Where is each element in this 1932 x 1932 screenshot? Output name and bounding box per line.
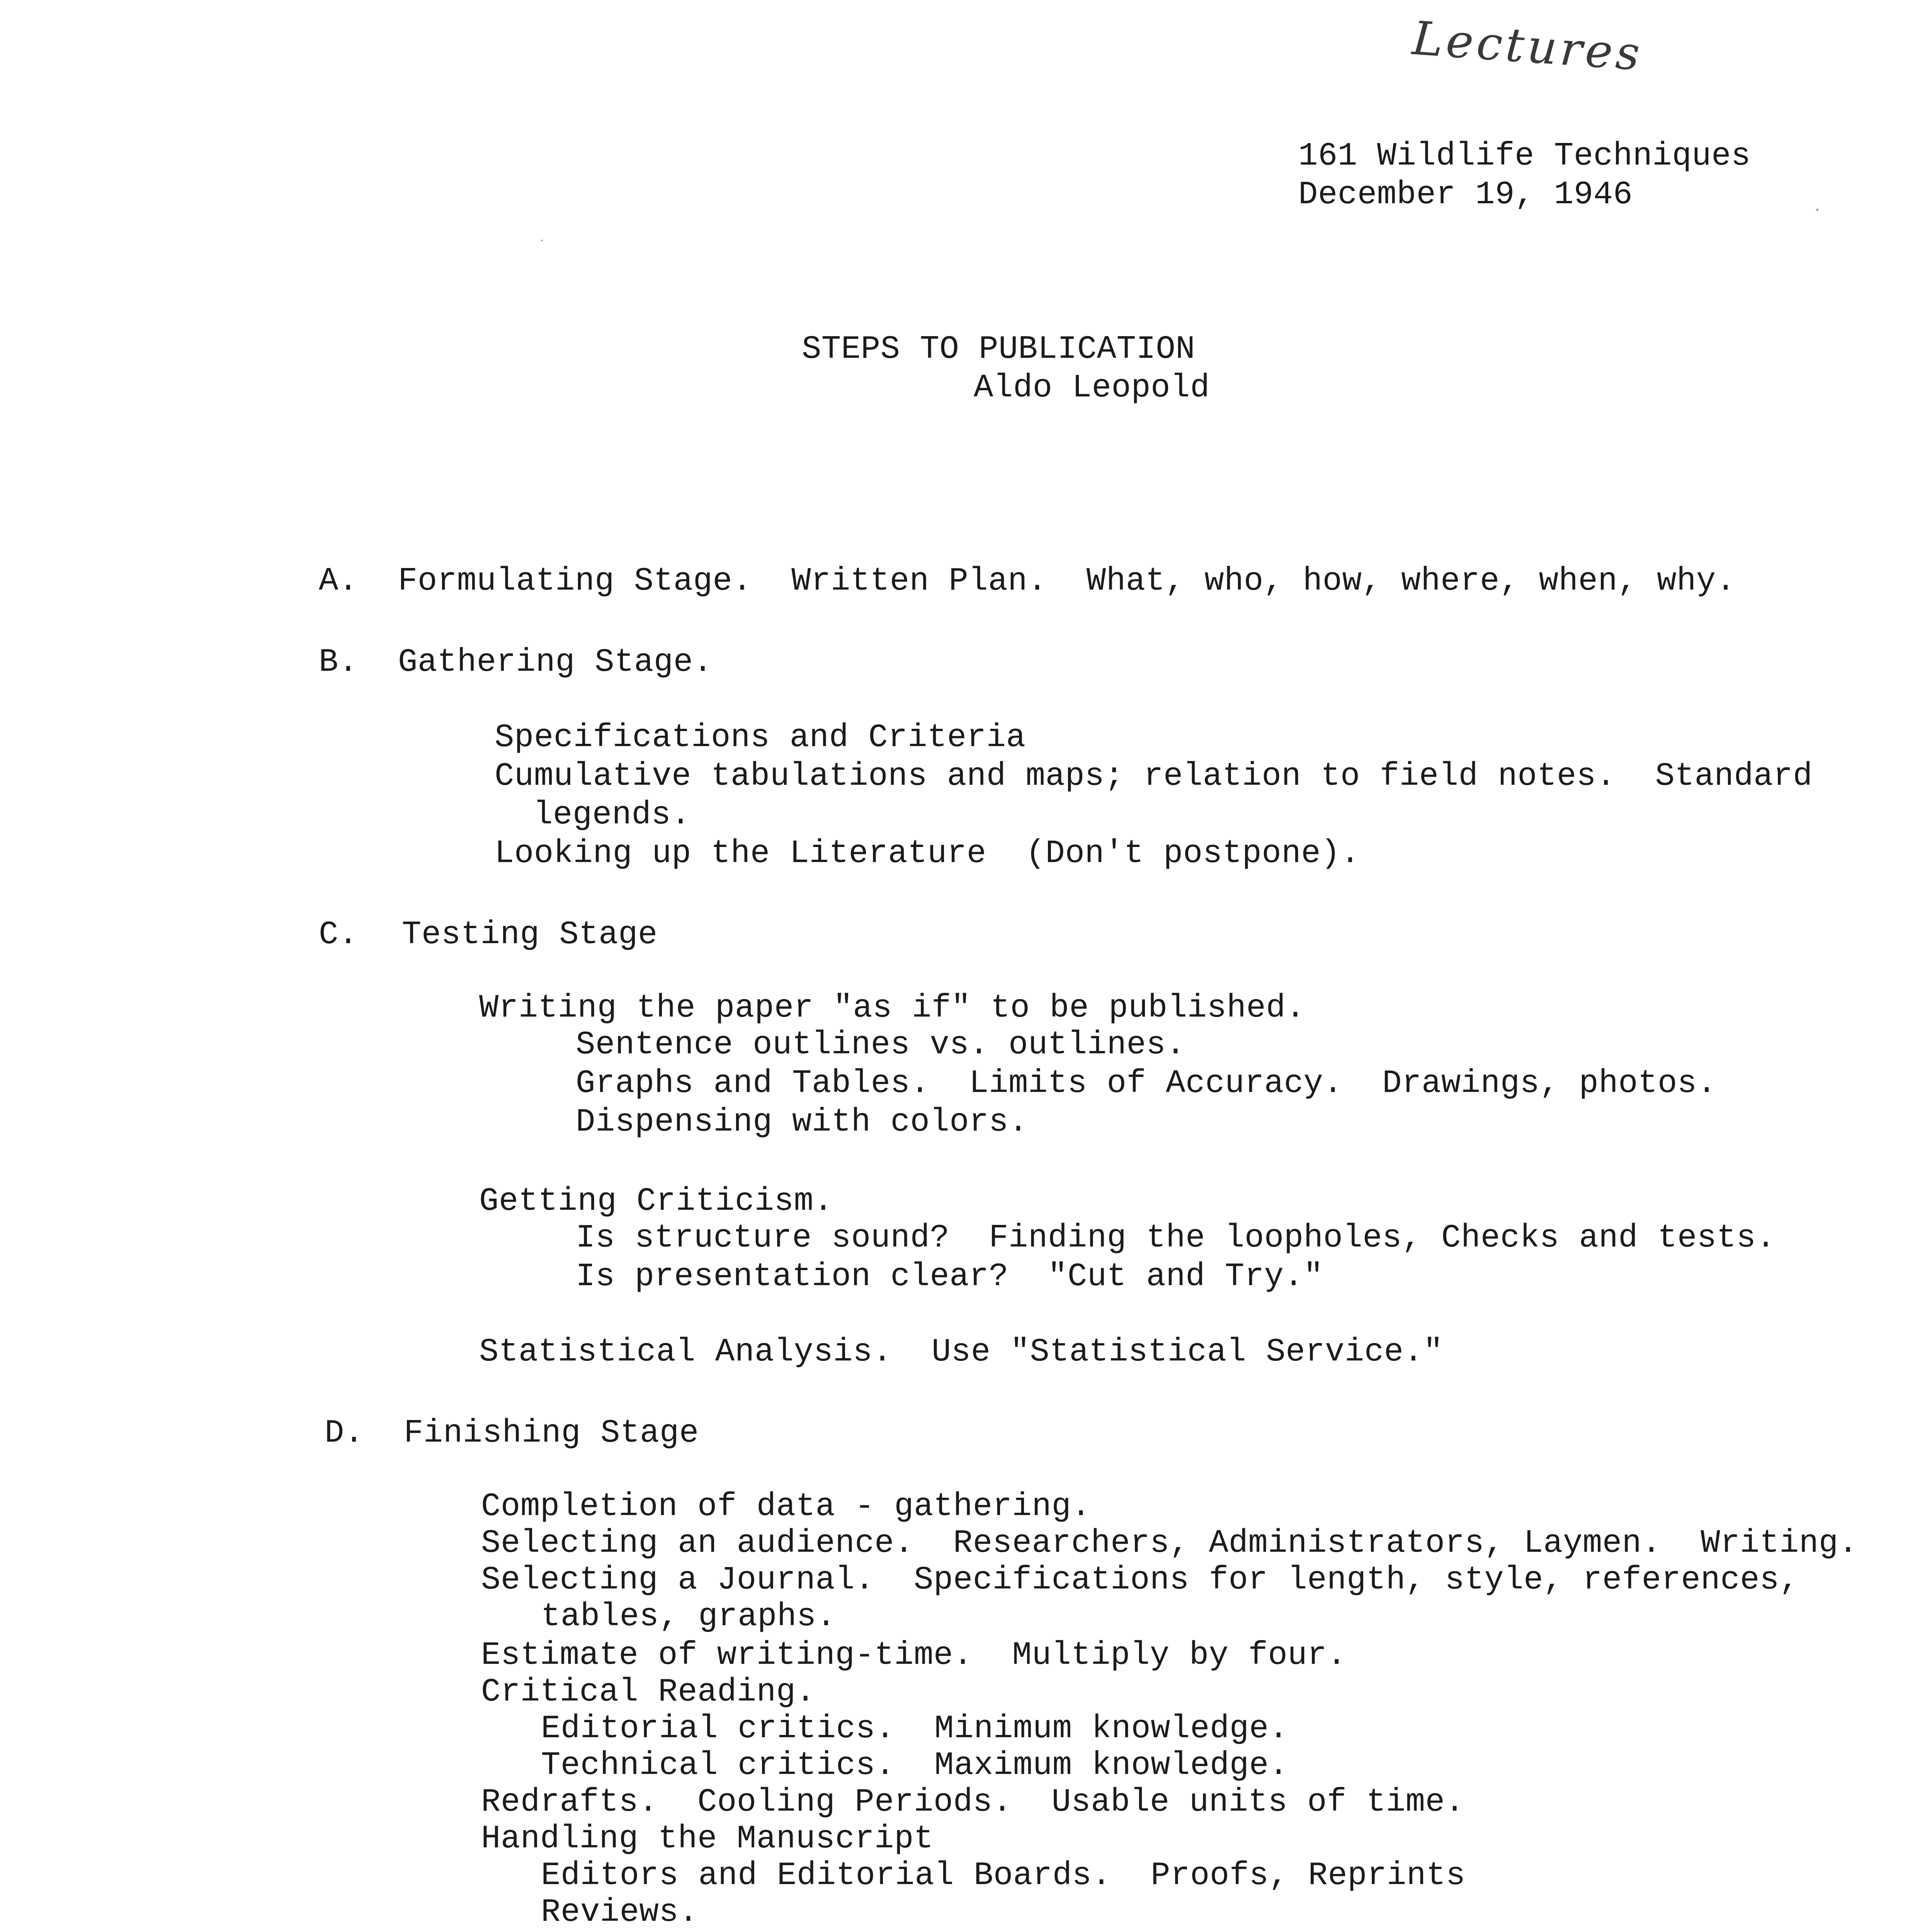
section-d-line: tables, graphs. [541, 1599, 836, 1635]
section-b-line: Specifications and Criteria [495, 719, 1026, 756]
section-d-line: Editorial critics. Minimum knowledge. [541, 1711, 1289, 1747]
section-b-heading: Gathering Stage. [398, 644, 713, 681]
page-title: STEPS TO PUBLICATION [802, 331, 1196, 368]
section-d-line: Estimate of writing-time. Multiply by four. [481, 1637, 1347, 1674]
section-c-line: Writing the paper "as if" to be published. [479, 990, 1306, 1027]
author: Aldo Leopold [974, 370, 1210, 406]
section-d-line: Completion of data - gathering. [481, 1488, 1091, 1525]
section-d-line: Reviews. [541, 1894, 699, 1931]
section-d-heading: Finishing Stage [404, 1415, 699, 1452]
section-d-line: Redrafts. Cooling Periods. Usable units of time. [481, 1784, 1465, 1821]
section-b-line: Looking up the Literature (Don't postpone). [495, 835, 1360, 872]
section-d-line: Editors and Editorial Boards. Proofs, Reprints [541, 1857, 1466, 1894]
section-c-line: Is presentation clear? "Cut and Try." [576, 1259, 1323, 1295]
scan-speck [1816, 209, 1818, 211]
section-c-line: Getting Criticism. [479, 1183, 833, 1220]
section-c-heading: Testing Stage [402, 917, 658, 953]
section-d-line: Selecting an audience. Researchers, Administrators, Laymen. Writing. [481, 1525, 1858, 1562]
date-line: December 19, 1946 [1298, 177, 1633, 213]
scan-speck [541, 240, 543, 242]
section-b-line: Cumulative tabulations and maps; relation to field notes. Standard [495, 758, 1813, 795]
section-c-line: Sentence outlines vs. outlines. [576, 1027, 1186, 1063]
section-b-line: legends. [533, 797, 691, 833]
section-b-marker: B. [319, 644, 358, 681]
section-c-line: Statistical Analysis. Use "Statistical Service." [479, 1334, 1443, 1371]
section-c-marker: C. [319, 917, 358, 953]
course-line: 161 Wildlife Techniques [1298, 138, 1751, 175]
section-c-line: Graphs and Tables. Limits of Accuracy. Drawings, photos. [576, 1065, 1717, 1102]
section-d-line: Technical critics. Maximum knowledge. [541, 1747, 1289, 1784]
section-c-line: Is structure sound? Finding the loopholes, Checks and tests. [576, 1220, 1776, 1257]
section-d-marker: D. [325, 1415, 364, 1452]
handwritten-note: Lectures [1410, 12, 1645, 82]
section-d-line: Critical Reading. [481, 1674, 816, 1711]
section-c-line: Dispensing with colors. [576, 1104, 1028, 1141]
section-d-line: Selecting a Journal. Specifications for length, style, references, [481, 1562, 1799, 1599]
section-a-text: Formulating Stage. Written Plan. What, who, how, where, when, why. [398, 563, 1736, 600]
section-d-line: Handling the Manuscript [481, 1821, 934, 1857]
section-a-marker: A. [319, 563, 358, 600]
